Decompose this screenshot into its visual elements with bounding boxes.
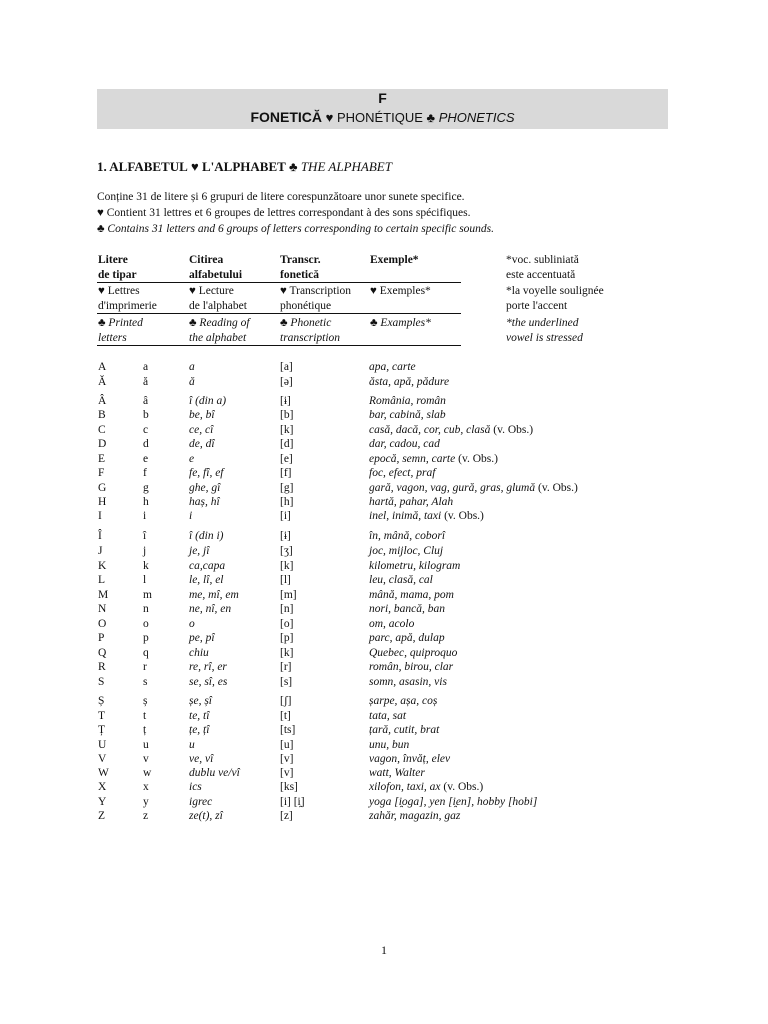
letter-row: J j je, jî [ʒ] joc, mijloc, Cluj bbox=[98, 545, 444, 557]
section-heading-en: ♣ THE ALPHABET bbox=[289, 159, 392, 174]
letter-row: N n ne, nî, en [n] nori, bancă, ban bbox=[98, 603, 446, 615]
section-heading bbox=[97, 159, 392, 175]
header-examples-ro: Exemple* bbox=[370, 254, 419, 266]
letter-row: X x ics [ks] xilofon, taxi, ax (v. Obs.) bbox=[98, 781, 484, 793]
letter-row: S s se, sî, es [s] somn, asasin, vis bbox=[98, 676, 447, 688]
intro-fr: ♥ Contient 31 lettres et 6 groupes de lettres correspondant à des sons spécifiques. bbox=[97, 207, 471, 219]
section-heading-fr: ♥ L'ALPHABET bbox=[191, 159, 286, 174]
letter-row: E e e [e] epocă, semn, carte (v. Obs.) bbox=[98, 453, 498, 465]
letter-row: D d de, dî [d] dar, cadou, cad bbox=[98, 438, 440, 450]
header-transcr-fr: ♥ Transcription phonétique bbox=[280, 285, 352, 312]
letter-row: T t te, tî [t] tata, sat bbox=[98, 710, 407, 722]
letter-row: Ă ă ă [ə] ăsta, apă, pădure bbox=[98, 376, 450, 388]
letter-row: W w dublu ve/vî [v] watt, Walter bbox=[98, 767, 425, 779]
letter-row: Y y igrec [i] [i̯] yoga [i̯oga], yen [i̯en], hobby [hobi] bbox=[98, 796, 538, 808]
letter-row: F f fe, fî, ef [f] foc, efect, praf bbox=[98, 467, 436, 479]
header-reading-en: ♣ Reading of the alphabet bbox=[189, 317, 250, 344]
letter-row: C c ce, cî [k] casă, dacă, cor, cub, clasă (v. Obs.) bbox=[98, 424, 534, 436]
chapter-letter: F bbox=[378, 90, 387, 106]
header-rule-1 bbox=[97, 282, 461, 283]
letter-row: V v ve, vî [v] vagon, învăț, elev bbox=[98, 753, 451, 765]
header-transcr-ro: Transcr. fonetică bbox=[280, 254, 321, 281]
letter-row: Â â î (din a) [ɨ] România, român bbox=[98, 395, 446, 407]
chapter-title-ro: FONETICĂ bbox=[250, 109, 322, 125]
letter-row: M m me, mî, em [m] mână, mama, pom bbox=[98, 589, 454, 601]
header-rule-2 bbox=[97, 313, 461, 314]
stress-note-en: *the underlined vowel is stressed bbox=[506, 317, 583, 344]
intro-ro: Conține 31 de litere și 6 grupuri de litere corespunzătoare unor sunete specifice. bbox=[97, 191, 465, 203]
letter-row: I i i [i] inel, inimă, taxi (v. Obs.) bbox=[98, 510, 484, 522]
chapter-title-fr: ♥ PHONÉTIQUE bbox=[325, 110, 423, 125]
letter-row: P p pe, pî [p] parc, apă, dulap bbox=[98, 632, 445, 644]
letter-row: G g ghe, gî [g] gară, vagon, vag, gură, gras, glumă (v. Obs.) bbox=[98, 482, 578, 494]
section-heading-ro: 1. ALFABETUL bbox=[97, 159, 188, 174]
stress-note-ro: *voc. subliniată este accentuată bbox=[506, 254, 579, 281]
chapter-title-en: ♣ PHONETICS bbox=[426, 110, 515, 125]
header-examples-fr: ♥ Exemples* bbox=[370, 285, 431, 297]
letter-row: B b be, bî [b] bar, cabină, slab bbox=[98, 409, 446, 421]
letter-row: Î î î (din i) [ɨ] în, mână, coborî bbox=[98, 530, 446, 542]
chapter-title bbox=[97, 109, 668, 125]
letter-row: Ț ț țe, țî [ts] țară, cutit, brat bbox=[98, 724, 440, 736]
header-reading-fr: ♥ Lecture de l'alphabet bbox=[189, 285, 247, 312]
header-printed-fr: ♥ Lettres d'imprimerie bbox=[98, 285, 157, 312]
header-printed-ro: Litere de tipar bbox=[98, 254, 137, 281]
letter-row: R r re, rî, er [r] român, birou, clar bbox=[98, 661, 454, 673]
header-rule-3 bbox=[97, 345, 461, 346]
letter-row: U u u [u] unu, bun bbox=[98, 739, 410, 751]
intro-en: ♣ Contains 31 letters and 6 groups of letters corresponding to certain specific sounds. bbox=[97, 223, 495, 235]
header-transcr-en: ♣ Phonetic transcription bbox=[280, 317, 341, 344]
letter-row: O o o [o] om, acolo bbox=[98, 618, 415, 630]
letter-row: Ș ș șe, șî [ʃ] șarpe, așa, coș bbox=[98, 695, 438, 707]
letter-row: Q q chiu [k] Quebec, quiproquo bbox=[98, 647, 458, 659]
chapter-header bbox=[97, 89, 668, 129]
letter-row: A a a [a] apa, carte bbox=[98, 361, 416, 373]
letter-row: K k ca,capa [k] kilometru, kilogram bbox=[98, 560, 461, 572]
page-number: 1 bbox=[381, 943, 387, 957]
letter-row: L l le, lî, el [l] leu, clasă, cal bbox=[98, 574, 433, 586]
letter-row: Z z ze(t), zî [z] zahăr, magazin, gaz bbox=[98, 810, 461, 822]
stress-note-fr: *la voyelle soulignée porte l'accent bbox=[506, 285, 604, 312]
header-printed-en: ♣ Printed letters bbox=[98, 317, 143, 344]
header-examples-en: ♣ Examples* bbox=[370, 317, 431, 329]
header-reading-ro: Citirea alfabetului bbox=[189, 254, 243, 281]
letter-row: H h haș, hî [h] hartă, pahar, Alah bbox=[98, 496, 454, 508]
